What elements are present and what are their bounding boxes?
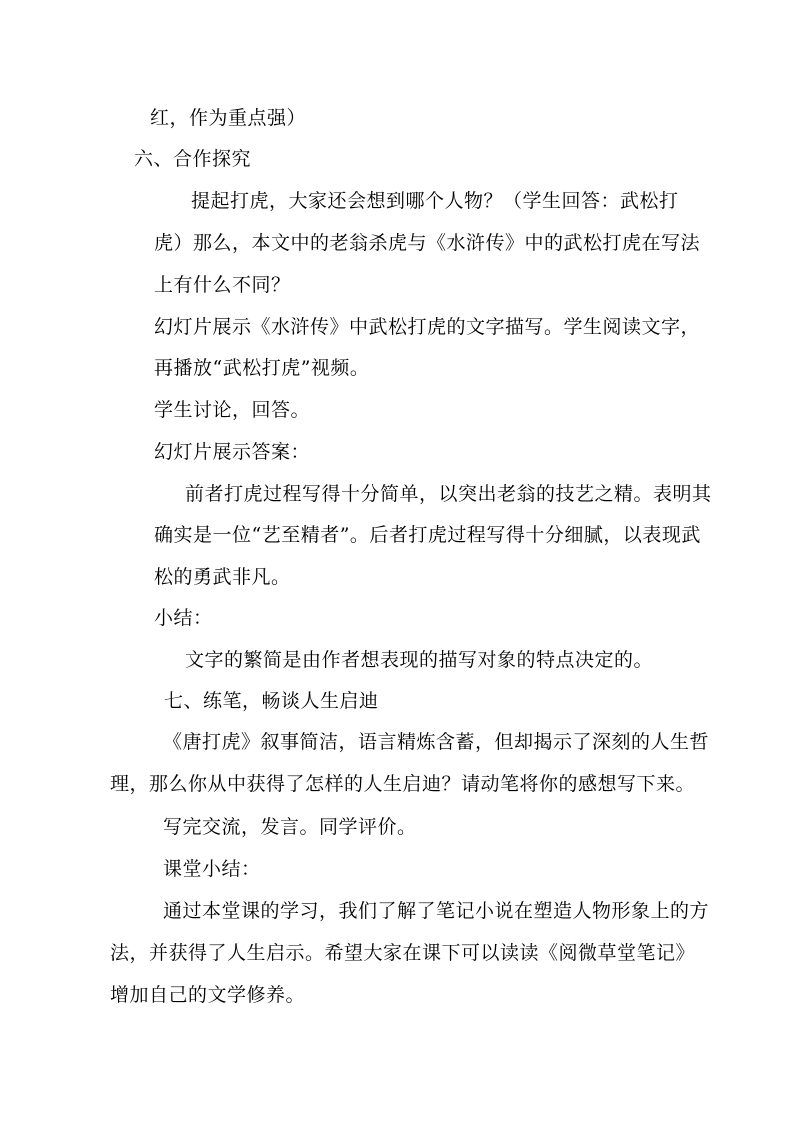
section-heading: 六、合作探究 — [134, 148, 252, 170]
text-line: 红，作为重点强） — [150, 107, 307, 129]
text-line: 文字的繁简是由作者想表现的描写对象的特点决定的。 — [185, 649, 654, 671]
text-line: 小结： — [154, 607, 213, 629]
text-line: 松的勇武非凡。 — [154, 566, 291, 588]
text-line: 学生讨论，回答。 — [154, 399, 311, 421]
text-line: 增加自己的文学修养。 — [110, 984, 306, 1006]
text-line: 幻灯片展示《水浒传》中武松打虎的文字描写。学生阅读文字， — [154, 316, 701, 338]
text-line: 理，那么你从中获得了怎样的人生启迪？请动笔将你的感想写下来。 — [110, 773, 696, 795]
text-line: 法，并获得了人生启示。希望大家在课下可以读读《阅微草堂笔记》 — [110, 942, 696, 964]
text-line: 通过本堂课的学习，我们了解了笔记小说在塑造人物形象上的方 — [163, 900, 710, 922]
text-line: 幻灯片展示答案： — [154, 441, 311, 463]
text-line: 确实是一位“艺至精者”。后者打虎过程写得十分细腻，以表现武 — [154, 524, 701, 546]
section-heading: 七、练笔，畅谈人生启迪 — [164, 690, 379, 712]
text-line: 课堂小结： — [163, 858, 261, 880]
text-line: 提起打虎，大家还会想到哪个人物？（学生回答：武松打 — [191, 190, 679, 212]
text-line: 写完交流，发言。同学评价。 — [163, 816, 417, 838]
text-line: 再播放“武松打虎”视频。 — [154, 357, 370, 379]
text-line: 《唐打虎》叙事简洁，语言精炼含蓄，但却揭示了深刻的人生哲 — [163, 731, 710, 753]
text-line: 前者打虎过程写得十分简单，以突出老翁的技艺之精。表明其 — [185, 483, 712, 505]
text-line: 上有什么不同？ — [154, 274, 291, 296]
text-line: 虎）那么，本文中的老翁杀虎与《水浒传》中的武松打虎在写法 — [154, 232, 701, 254]
